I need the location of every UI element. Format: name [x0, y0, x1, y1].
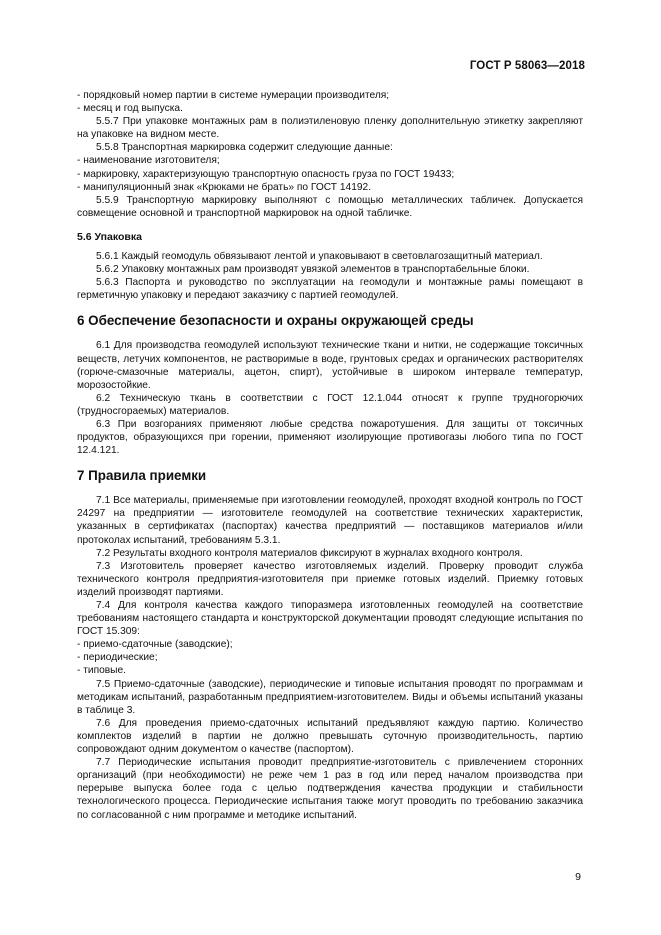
paragraph: 5.6.3 Паспорта и руководство по эксплуатации на геомодули и монтажные рамы помещают в герметичную упаковку и передают заказчику с партией геомодулей.	[77, 277, 583, 302]
list-item: - типовые.	[77, 665, 126, 677]
paragraph: 7.1 Все материалы, применяемые при изготовлении геомодулей, проходят входной контроль по ГОСТ 24297 на предприятии — изготовителе геомодулей на соответствие технических характеристик, указанных в сертификатах (паспортах) качества предприятий — поставщиков материалов и/или протоколах испытаний, требованиям 5.3.1.	[77, 495, 583, 546]
paragraph: 5.5.9 Транспортную маркировку выполняют с помощью металлических табличек. Допускается совмещение основной и транспортной маркировок на одной табличке.	[77, 194, 583, 219]
subsection-heading: 5.6 Упаковка	[77, 230, 142, 243]
paragraph: 7.5 Приемо-сдаточные (заводские), периодические и типовые испытания проводят по программам и методикам испытаний, разработанным предприятием-изготовителем. Виды и объемы испытаний указаны в таблице 3.	[77, 678, 583, 716]
list-item: - маркировку, характеризующую транспортную опасность груза по ГОСТ 19433;	[77, 168, 455, 180]
list-item: - периодические;	[77, 652, 158, 664]
list-item: - месяц и год выпуска.	[77, 103, 183, 115]
page-body	[77, 89, 583, 822]
paragraph: 7.4 Для контроля качества каждого типоразмера изготовленных геомодулей на соответствие требованиям настоящего стандарта и конструкторской документации проводят следующие испытания по ГОСТ 15.309:	[77, 600, 583, 638]
paragraph: 7.2 Результаты входного контроля материалов фиксируют в журналах входного контроля.	[96, 547, 523, 559]
list-item: - манипуляционный знак «Крюками не брать» по ГОСТ 14192.	[77, 181, 372, 193]
list-item: - наименование изготовителя;	[77, 155, 220, 167]
paragraph: 6.1 Для производства геомодулей используют технические ткани и нитки, не содержащие токсичных веществ, летучих компонентов, не растворимые в воде, грунтовых средах и органических растворителях (горюче-смазочные материалы, ацетон, спирт), устойчивые в широком интервале температур, морозостойкие.	[77, 340, 583, 391]
section-heading: 7 Правила приемки	[77, 468, 207, 484]
page-number: 9	[575, 871, 581, 883]
document-code: ГОСТ Р 58063—2018	[469, 60, 585, 72]
paragraph: 7.6 Для проведения приемо-сдаточных испытаний предъявляют каждую партию. Количество комплектов изделий в партии не должно превышать суточную производительность, партию сопровождают одним документом о качестве (паспортом).	[77, 717, 583, 756]
paragraph: 7.7 Периодические испытания проводит предприятие-изготовитель с привлечением сторонних организаций (при необходимости) не реже чем 1 раз в год или перед началом производства при перерыве выпуска более года с целью подтверждения качества продукции и стабильности технологического процесса. Периодические испытания также могут проводить по требованию заказчика по согласованной с ним программе и методике испытаний.	[77, 757, 583, 821]
paragraph: 6.3 При возгораниях применяют любые средства пожаротушения. Для защиты от токсичных продуктов, образующихся при горении, применяют изолирующие противогазы любого типа по ГОСТ 12.4.121.	[77, 418, 583, 457]
paragraph: 6.2 Техническую ткань в соответствии с ГОСТ 12.1.044 относят к группе трудногорючих (трудносгораемых) материалов.	[77, 392, 583, 417]
paragraph: 5.5.8 Транспортная маркировка содержит следующие данные:	[96, 142, 393, 154]
list-item: - приемо-сдаточные (заводские);	[77, 639, 233, 651]
paragraph: 7.3 Изготовитель проверяет качество изготовляемых изделий. Проверку проводит служба технического контроля предприятия-изготовителя при приемке готовых изделий. Приемку готовых изделий производят партиями.	[77, 560, 583, 598]
section-heading: 6 Обеспечение безопасности и охраны окружающей среды	[77, 313, 474, 329]
paragraph: 5.5.7 При упаковке монтажных рам в полиэтиленовую пленку дополнительную этикетку закрепляют на упаковке на видном месте.	[77, 116, 583, 141]
paragraph: 5.6.2 Упаковку монтажных рам производят увязкой элементов в транспортабельные блоки.	[96, 264, 530, 276]
list-item: - порядковый номер партии в системе нумерации производителя;	[77, 90, 390, 101]
paragraph: 5.6.1 Каждый геомодуль обвязывают лентой и упаковывают в световлагозащитный материал.	[96, 251, 543, 263]
